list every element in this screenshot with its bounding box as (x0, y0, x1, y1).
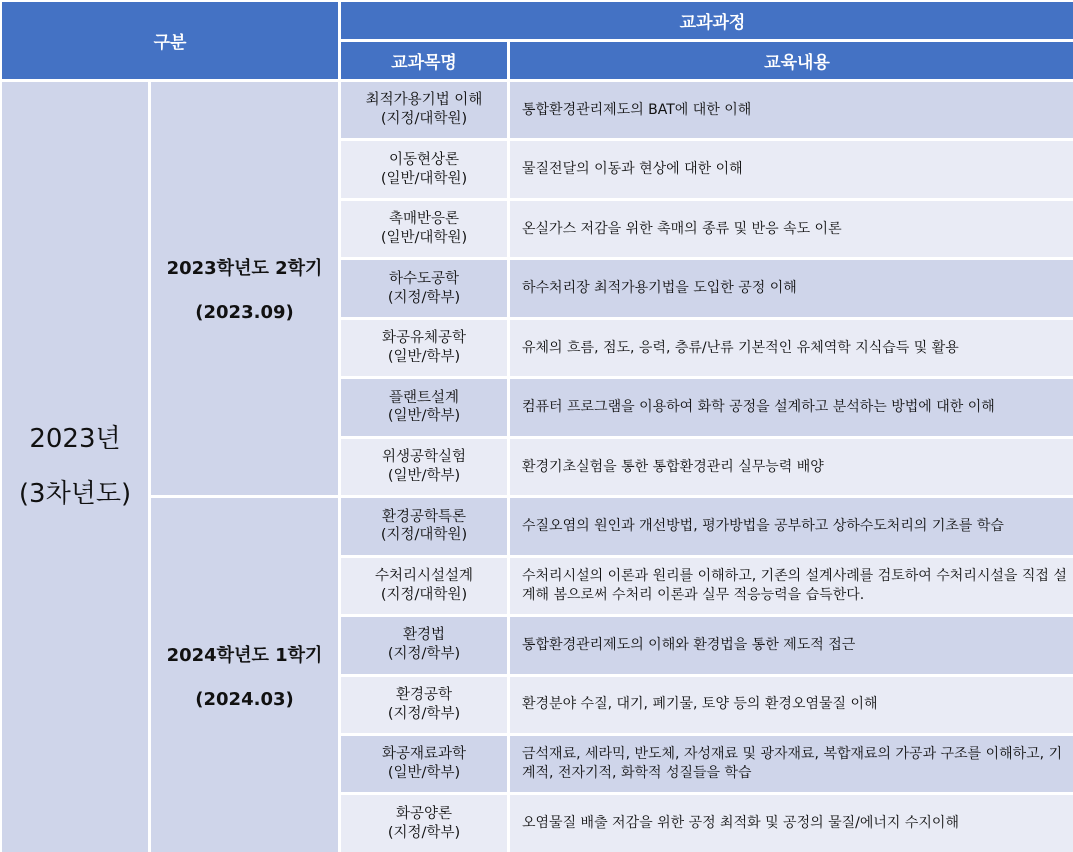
course-name: 위생공학실험 (381, 449, 467, 466)
course-name: 환경공학 (395, 686, 453, 703)
course-type: (일반/학부) (387, 408, 461, 425)
content-cell: 수질오염의 원인과 개선방법, 평가방법을 공부하고 상하수도처리의 기초를 학습 (510, 498, 1073, 554)
semester-date: (2024.03) (195, 688, 294, 710)
course-cell (341, 617, 507, 673)
course-name: 화공재료과학 (381, 746, 467, 763)
course-type: (지정/학부) (387, 824, 461, 841)
course-type: (일반/학부) (387, 765, 461, 782)
course-type: (일반/학부) (387, 349, 461, 366)
year-cell (2, 82, 148, 852)
header-curriculum: 교과과정 (341, 2, 1073, 39)
course-name: 수처리시설설계 (374, 568, 474, 584)
course-type: (지정/대학원) (380, 527, 468, 544)
content-cell: 오염물질 배출 저감을 위한 공정 최적화 및 공정의 물질/에너지 수지이해 (510, 795, 1073, 851)
header-course-name: 교과목명 (341, 42, 507, 79)
course-name: 하수도공학 (388, 270, 460, 287)
course-type: (일반/대학원) (380, 230, 468, 247)
content-cell: 컴퓨터 프로그램을 이용하여 화학 공정을 설계하고 분석하는 방법에 대한 이해 (510, 379, 1073, 435)
course-cell (341, 260, 507, 316)
course-type: (지정/대학원) (380, 586, 468, 603)
content-cell: 통합환경관리제도의 BAT에 대한 이해 (510, 82, 1073, 138)
content-cell: 유체의 흐름, 점도, 응력, 층류/난류 기본적인 유체역학 지식습득 및 활용 (510, 320, 1073, 376)
semester-cell (151, 498, 338, 852)
course-cell (341, 558, 507, 614)
header-category: 구분 (2, 2, 338, 79)
course-cell (341, 141, 507, 197)
year-phase: (3차년도) (18, 478, 132, 509)
course-type: (일반/대학원) (380, 170, 468, 187)
course-type: (일반/학부) (387, 467, 461, 484)
course-name: 화공유체공학 (381, 330, 467, 347)
course-name: 화공양론 (395, 805, 453, 822)
content-cell: 수처리시설의 이론과 원리를 이해하고, 기존의 설계사례를 검토하여 수처리시설을 직접 설계해 봄으로써 수처리 이론과 실무 적응능력을 습득한다. (510, 558, 1073, 614)
course-name: 환경공학특론 (381, 508, 467, 525)
course-name: 이동현상론 (388, 151, 460, 168)
course-cell (341, 795, 507, 851)
course-name: 최적가용기법 이해 (365, 92, 483, 109)
course-cell (341, 677, 507, 733)
course-type: (지정/학부) (387, 289, 461, 306)
content-cell: 금석재료, 세라믹, 반도체, 자성재료 및 광자재료, 복합재료의 가공과 구조를 이해하고, 기계적, 전자기적, 화학적 성질들을 학습 (510, 736, 1073, 792)
course-name: 촉매반응론 (388, 211, 460, 228)
course-cell (341, 320, 507, 376)
course-type: (지정/학부) (387, 646, 461, 663)
course-type: (지정/대학원) (380, 111, 468, 128)
year-label: 2023년 (29, 423, 121, 454)
header-content: 교육내용 (510, 42, 1073, 79)
semester-date: (2023.09) (195, 302, 294, 324)
semester-title: 2023학년도 2학기 (166, 258, 323, 280)
course-cell (341, 439, 507, 495)
semester-cell (151, 82, 338, 495)
course-name: 환경법 (402, 627, 446, 644)
content-cell: 온실가스 저감을 위한 촉매의 종류 및 반응 속도 이론 (510, 201, 1073, 257)
course-type: (지정/학부) (387, 705, 461, 722)
course-name: 플랜트설계 (388, 389, 460, 406)
content-cell: 통합환경관리제도의 이해와 환경법을 통한 제도적 접근 (510, 617, 1073, 673)
content-cell: 하수처리장 최적가용기법을 도입한 공정 이해 (510, 260, 1073, 316)
content-cell: 물질전달의 이동과 현상에 대한 이해 (510, 141, 1073, 197)
semester-title: 2024학년도 1학기 (166, 644, 323, 666)
content-cell: 환경기초실험을 통한 통합환경관리 실무능력 배양 (510, 439, 1073, 495)
course-cell (341, 736, 507, 792)
course-cell (341, 498, 507, 554)
course-cell (341, 82, 507, 138)
course-cell (341, 379, 507, 435)
content-cell: 환경분야 수질, 대기, 폐기물, 토양 등의 환경오염물질 이해 (510, 677, 1073, 733)
course-cell (341, 201, 507, 257)
